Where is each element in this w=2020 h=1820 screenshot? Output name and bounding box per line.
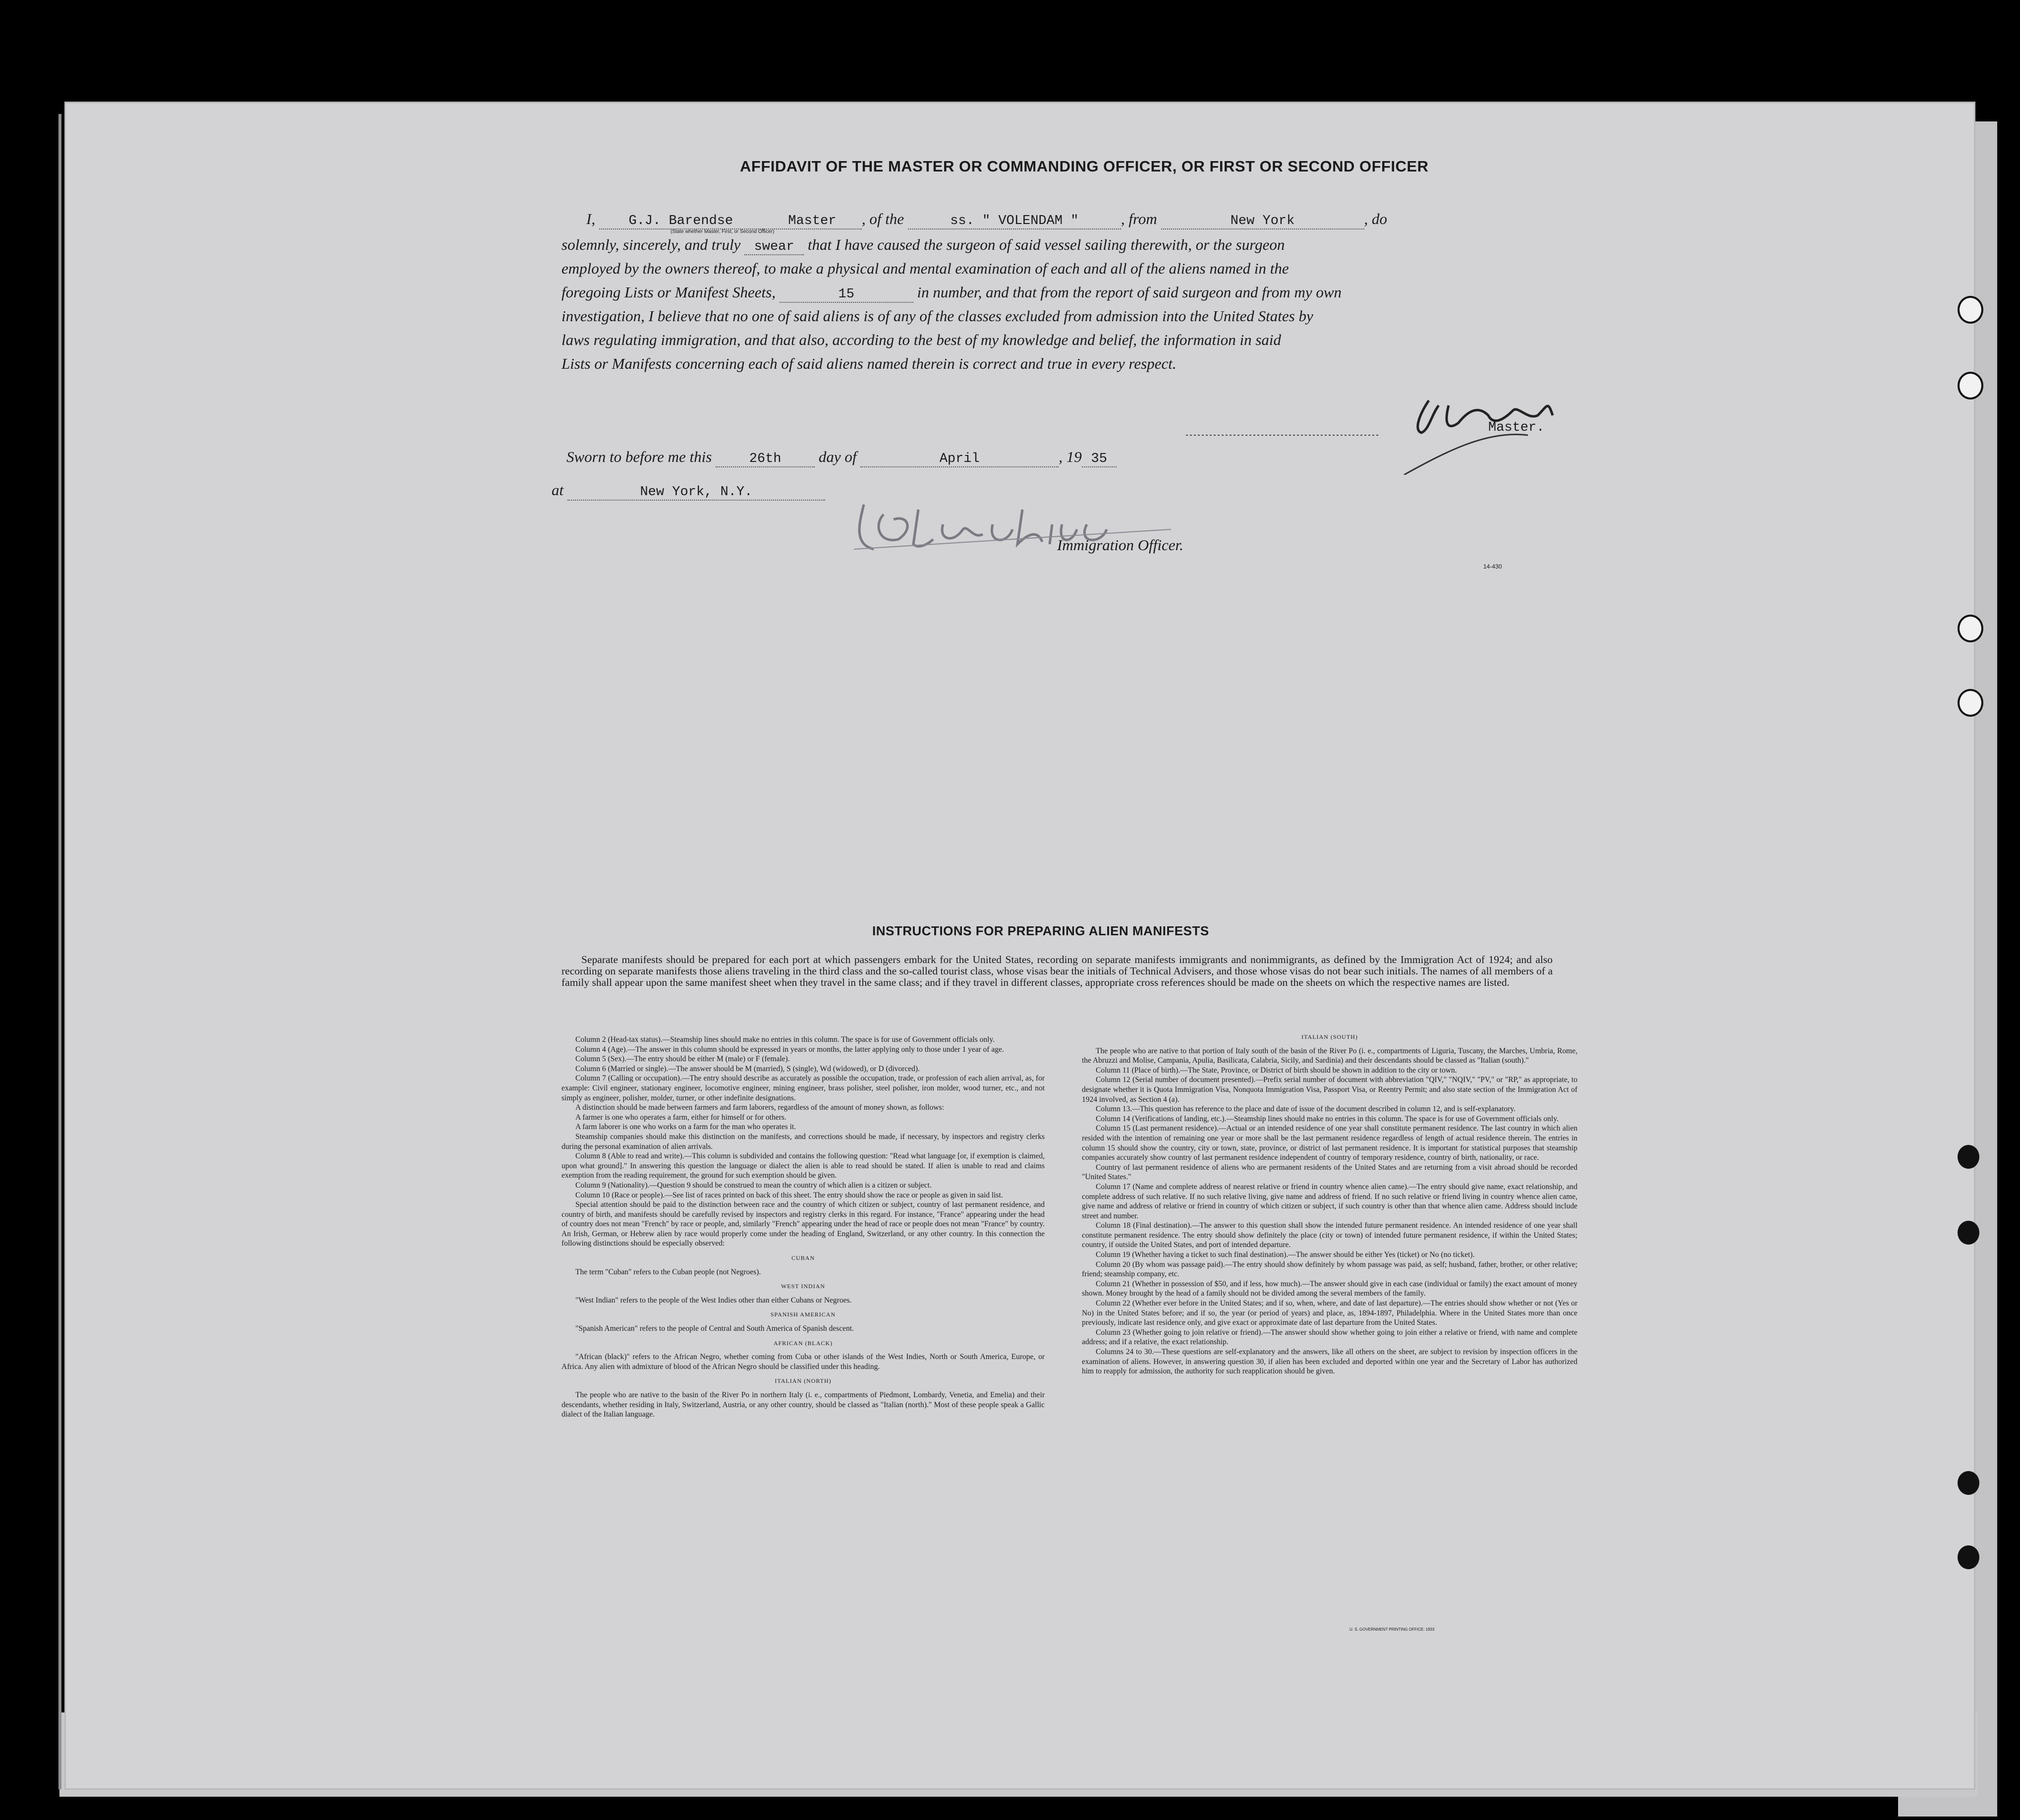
at-label: at — [552, 481, 564, 499]
left-paragraph: Steamship companies should make this distinction on the manifests, and corrections should be made, if necessary, by inspectors and registry clerks during the personal examination of alien arrivals. — [561, 1132, 1045, 1151]
intro-paragraph: Separate manifests should be prepared for each port at which passengers embark for the United States, recording on separate manifests immigrants and nonimmigrants, as defined by the Immigration Act of 1924; and also recording on separate manifests those aliens traveling in the third class and the so-called tourist class, whose visas bear the initials of Technical Advisers, and those whose visas do not bear such initials. The names of all members of a family shall appear upon the same manifest sheet when they travel in the same class; and if they travel in different classes, appropriate cross references should be made on the sheets on which the respective names are listed. — [561, 954, 1553, 988]
african-heading: AFRICAN (BLACK) — [773, 1339, 833, 1347]
italian-south-heading: ITALIAN (SOUTH) — [1301, 1033, 1358, 1040]
right-paragraph: Column 18 (Final destination).—The answer to this question shall show the intended future permanent residence. An intended residence of one year shall constitute permanent residence. The entry should show definitely the place (city or town) of intended future permanent residence, if within the United States; country, if outside the United States, and port of intended departure. — [1082, 1221, 1577, 1250]
sworn-place: New York, N.Y. — [567, 485, 825, 501]
binder-hole-open — [1958, 615, 1983, 642]
cuban-heading: CUBAN — [791, 1254, 815, 1262]
binder-hole-solid — [1958, 1221, 1979, 1245]
sworn-line — [566, 445, 1459, 469]
left-paragraph: Column 7 (Calling or occupation).—The entry should describe as accurately as possible the occupation, trade, or profession of each alien arrival, as, for example: Civil engineer, stationary engineer, locomotive engineer, mining engineer, brass polisher, steel polisher, iron molder, wood turner, etc., and not simply as engineer, polisher, molder, turner, or other indefinite designations. — [561, 1074, 1045, 1102]
left-paragraph: Column 8 (Able to read and write).—This column is subdivided and contains the following question: "Read what language [or, if exemption is claimed, upon what ground]." In answering this question the language or dialect the alien is able to read should be stated. If alien is unable to read and claims exemption from the reading requirement, the ground for such exemption should be given. — [561, 1152, 1045, 1180]
italian-north-heading: ITALIAN (NORTH) — [775, 1377, 832, 1385]
affidavit-line-3: employed by the owners thereof, to make a physical and mental examination of each and all of the aliens named in the — [561, 260, 1289, 277]
oath-word: swear — [744, 239, 804, 255]
right-paragraph: The people who are native to that portion of Italy south of the basin of the River Po (i. e., compartments of Liguria, Tuscany, the Marches, Umbria, Rome, the Abruzzi and Molise, Campania, Apulia, Basilicata, Calabria, Sicily, and Sardinia) and their descendants should be classed as "Italian (south)." — [1082, 1046, 1577, 1065]
binder-hole-open — [1958, 296, 1983, 324]
spanish-american-heading: SPANISH AMERICAN — [770, 1311, 836, 1318]
form-number: 14-430 — [1483, 563, 1502, 570]
right-paragraph: Column 23 (Whether going to join relative or friend).—The answer should show whether going to join either a relative or friend, with name and complete address; and if a relative, the exact relationship. — [1082, 1328, 1577, 1347]
binder-hole-solid — [1958, 1471, 1979, 1495]
master-name: G.J. Barendse — [599, 214, 763, 229]
affidavit-line-7: Lists or Manifests concerning each of said aliens named therein is correct and true in every respect. — [561, 355, 1177, 372]
left-paragraph: Column 2 (Head-tax status).—Steamship lines should make no entries in this column. The space is for use of Government officials only. — [575, 1035, 995, 1044]
instructions-intro — [561, 954, 1553, 988]
left-paragraphs — [561, 1035, 1045, 1249]
do-label: , do — [1364, 210, 1387, 228]
right-paragraph: Column 11 (Place of birth).—The State, Province, or District of birth should be shown in addition to the city or town. — [1096, 1066, 1457, 1075]
left-paragraph: Column 6 (Married or single).—The answer should be M (married), S (single), Wd (widowed), or D (divorced). — [575, 1064, 920, 1073]
left-paragraph: A distinction should be made between farmers and farm laborers, regardless of the amount of money shown, as follows: — [575, 1103, 944, 1112]
from-label: , from — [1121, 210, 1157, 228]
right-paragraph: Column 15 (Last permanent residence).—Actual or an intended residence of one year shall constitute permanent residence. The last country in which alien resided with the intention of remaining one year or more shall be the last permanent residence regardless of length of actual residence therein. The entries in column 15 should show the country, city or town, state, province, or district of last permanent residence. It is important for statistical purposes that steamship companies accurately show country of last permanent residence independent of country of temporary residence, country of birth, nationality, or race. — [1082, 1124, 1577, 1162]
year-prefix: , 19 — [1059, 448, 1082, 465]
officer-rank: Master — [763, 214, 862, 229]
right-paragraph: Columns 24 to 30.—These questions are self-explanatory and the answers, like all others on the sheet, are subject to revision by inspection officers in the examination of aliens. However, in answering question 30, if alien has been excluded and deported within one year and the Secretary of Labor has authorized him to reapply for admission, the authority for such reapplication should be given. — [1082, 1348, 1577, 1376]
left-paragraph: A farm laborer is one who works on a farm for the man who operates it. — [575, 1123, 796, 1132]
binding-edge — [58, 114, 61, 1789]
right-paragraph: Column 13.—This question has reference to the place and date of issue of the document described in column 12, and is self-explanatory. — [1096, 1105, 1515, 1114]
line2-a: solemnly, sincerely, and truly — [561, 236, 741, 253]
left-paragraph: Column 9 (Nationality).—Question 9 should be construed to mean the country of which alien is a citizen or subject. — [575, 1181, 932, 1190]
binder-hole-open — [1958, 372, 1983, 399]
affidavit-line-6: laws regulating immigration, and that also, according to the best of my knowledge and belief, the information in said — [561, 331, 1282, 348]
line4-a: foregoing Lists or Manifest Sheets, — [561, 284, 776, 301]
departure-port: New York — [1161, 214, 1364, 229]
right-paragraph: Country of last permanent residence of aliens who are permanent residents of the United States and are returning from a visit abroad should be recorded "United States." — [1082, 1163, 1577, 1182]
spanish-american-text: "Spanish American" refers to the people of Central and South America of Spanish descent. — [575, 1324, 854, 1333]
manifest-page — [64, 102, 1975, 1790]
west-indian-heading: WEST INDIAN — [781, 1283, 826, 1290]
left-paragraph: Special attention should be paid to the distinction between race and the country of which citizen or subject, country of last permanent residence, and country of birth, and manifests should be carefully revised by inspectors and registry clerks in this regard. For instance, "France" appearing under the head of country does not mean "French" by race or people, and, similarly "French" appearing under the head of race or people does not mean "France" by country. An Irish, German, or Hebrew alien by race would properly come under the heading of England, Switzerland, or any other country. In this connection the following distinctions should be especially observed: — [561, 1200, 1045, 1248]
of-the: , of the — [861, 210, 904, 228]
right-paragraph: Column 22 (Whether ever before in the United States; and if so, when, where, and date of last departure).—The entries should show whether or not (Yes or No) in the United States before; and if so, the year (or period of years) and place, as, 1894-1897, Philadelphia. Where in the United States more than once previously, indicate last residence only, and give exact or approximate date of last departure from the United States. — [1082, 1299, 1577, 1327]
sworn-month: April — [860, 452, 1059, 467]
line4-b: in number, and that from the report of said surgeon and from my own — [917, 284, 1342, 301]
right-paragraph: Column 19 (Whether having a ticket to such final destination).—The answer should be either Yes (ticket) or No (no ticket). — [1096, 1251, 1475, 1259]
right-paragraphs — [1082, 1046, 1577, 1376]
binder-hole-solid — [1958, 1145, 1979, 1169]
african-text: "African (black)" refers to the African Negro, whether coming from Cuba or other islands of the West Indies, North or South America, Europe, or Africa. Any alien with admixture of blood of the African Negro should be classified under this heading. — [561, 1353, 1045, 1371]
signature-title: Master. — [1488, 420, 1545, 435]
sworn-label: Sworn to before me this — [566, 448, 712, 465]
affidavit-title: AFFIDAVIT OF THE MASTER OR COMMANDING OFFICER, OR FIRST OR SECOND OFFICER — [740, 158, 1429, 175]
sheet-count: 15 — [780, 287, 913, 303]
rank-caption: (State whether Master, First, or Second Officer) — [671, 229, 775, 234]
line2-b: that I have caused the surgeon of said vessel sailing therewith, or the surgeon — [807, 236, 1285, 253]
left-paragraph: Column 10 (Race or people).—See list of races printed on back of this sheet. The entry should show the race or people as given in said list. — [575, 1191, 1003, 1199]
sworn-year: 35 — [1082, 452, 1117, 467]
affidavit-line-5: investigation, I believe that no one of said aliens is of any of the classes excluded from admission into the United States by — [561, 307, 1313, 325]
left-paragraph: Column 5 (Sex).—The entry should be either M (male) or F (female). — [575, 1055, 790, 1064]
instructions-title: INSTRUCTIONS FOR PREPARING ALIEN MANIFESTS — [872, 923, 1209, 938]
affidavit-line-4 — [561, 281, 1612, 304]
affidavit-line-1 — [586, 207, 1617, 231]
day-of-label: day of — [818, 448, 857, 465]
vessel-name: ss. " VOLENDAM " — [908, 214, 1121, 229]
pre-name: I, — [586, 210, 596, 228]
printer-note: U. S. GOVERNMENT PRINTING OFFICE: 1933 — [1349, 1627, 1435, 1632]
left-paragraph: Column 4 (Age).—The answer in this column should be expressed in years or months, the latter applying only to those under 1 year of age. — [575, 1045, 1004, 1054]
instructions-left-column — [561, 1035, 1045, 1420]
officer-title: Immigration Officer. — [1057, 536, 1183, 554]
west-indian-text: "West Indian" refers to the people of the West Indies other than either Cubans or Negroes. — [575, 1296, 852, 1305]
right-paragraph: Column 21 (Whether in possession of $50, and if less, how much).—The answer should give in each case (individual or family) the exact amount of money shown. Money brought by the head of a family should not be divided among the several members of the family. — [1082, 1279, 1577, 1298]
right-paragraph: Column 17 (Name and complete address of nearest relative or friend in country whence alien came).—The entry should give name, exact relationship, and complete address of such relative. If no such relative living, give name and address of friend. If no such relative or friend living in country whence alien came, give name and address of relative or friend in country of which citizen or subject, if such country is other than that whence alien came. Address should include street and number. — [1082, 1182, 1577, 1220]
sworn-day: 26th — [716, 452, 815, 467]
left-paragraph: A farmer is one who operates a farm, either for himself or for others. — [575, 1113, 786, 1122]
affidavit-line-2 — [561, 233, 1612, 257]
instructions-right-column — [1082, 1032, 1577, 1376]
binder-hole-open — [1958, 689, 1983, 717]
cuban-text: The term "Cuban" refers to the Cuban people (not Negroes). — [575, 1267, 761, 1276]
italian-north-text: The people who are native to the basin of the River Po in northern Italy (i. e., compartments of Piedmont, Lombardy, Venetia, and Emelia) and their descendants, whether residing in Italy, Switzerland, Austria, or any other country, should be classed as "Italian (north)." Most of these people speak a Gallic dialect of the Italian language. — [561, 1391, 1045, 1419]
right-paragraph: Column 20 (By whom was passage paid).—The entry should show definitely by whom passage was paid, as self; husband, father, brother, or other relative; friend; steamship company, etc. — [1082, 1260, 1577, 1279]
right-paragraph: Column 12 (Serial number of document presented).—Prefix serial number of document with abbreviation "QIV," "NQIV," "PV," or "RP," as appropriate, to designate whether it is Quota Immigration Visa, Nonquota Immigration Visa, Passport Visa, or Reentry Permit; and also state section of the Immigration Act of 1924 involved, as Section 4 (a). — [1082, 1076, 1577, 1104]
right-paragraph: Column 14 (Verifications of landing, etc.).—Steamship lines should make no entries in this column. The space is for use of Government officials only. — [1096, 1114, 1559, 1123]
binder-hole-solid — [1958, 1545, 1979, 1569]
